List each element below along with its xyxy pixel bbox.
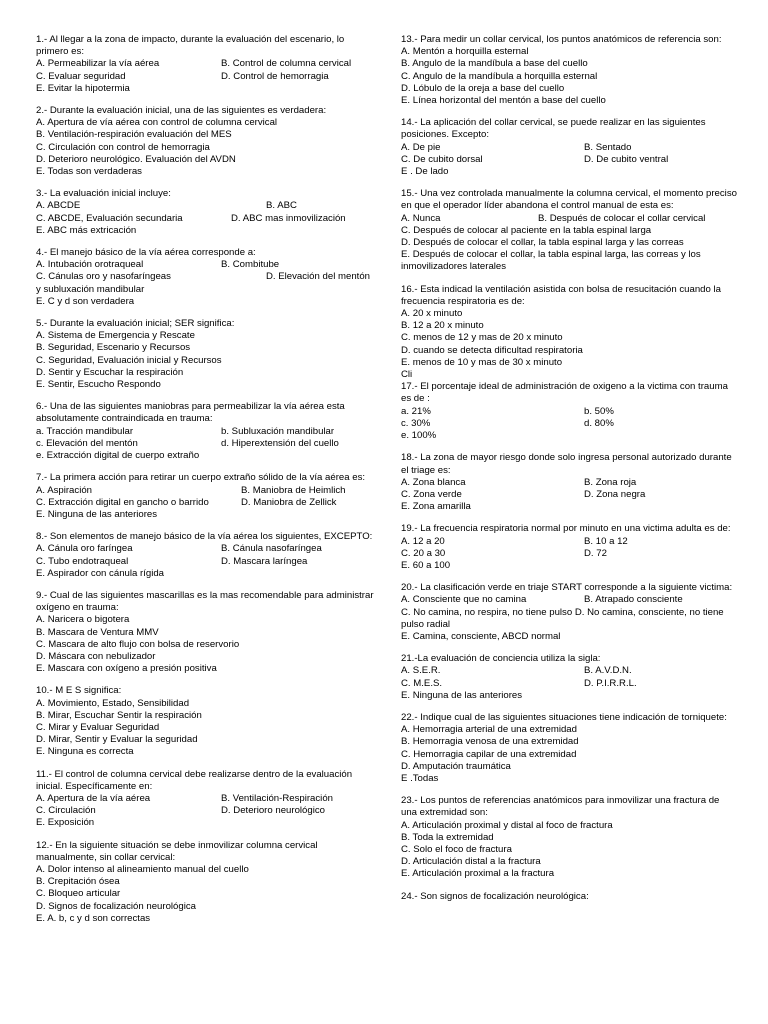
option-c: C. Angulo de la mandíbula a horquilla esternal [401,70,598,82]
option-c: C. Después de colocar al paciente en la tabla espinal larga [401,224,652,236]
question-11 [36,769,374,830]
option-e: E. Mascara con oxígeno a presión positiva [36,663,217,675]
option-a: A. Articulación proximal y distal al foco de fractura [401,819,613,831]
question-10 [36,685,374,758]
option-e: E. Ninguna de las anteriores [36,508,158,520]
question-13 [401,34,737,107]
question-12 [36,840,374,925]
stray-text: Cli [401,369,413,381]
option-a: A. Apertura de vía aérea con control de columna cervical [36,117,278,129]
option-d: D. Deterioro neurológico. Evaluación del AVDN [36,153,236,165]
question-16 [401,284,737,382]
question-9 [36,590,374,675]
option-d: D. Deterioro neurológico [221,805,325,817]
option-e: E. Articulación proximal a la fractura [401,868,555,880]
option-d: D. ABC mas inmovilización [231,212,346,224]
question-stem: 6.- Una de las siguientes maniobras para permeabilizar la vía aérea esta absolutamente contraindicada en trauma: [36,401,345,425]
option-b: B. Después de colocar el collar cervical [538,212,706,224]
question-7 [36,472,374,521]
option-e: E. C y d son verdadera [36,295,135,307]
option-b: b. 50% [584,405,614,417]
question-18 [401,452,737,513]
question-stem: 10.- M E S significa: [36,685,122,697]
question-stem: 3.- La evaluación inicial incluye: [36,188,171,200]
question-stem: 1.- Al llegar a la zona de impacto, durante la evaluación del escenario, lo primero es: [36,34,345,58]
question-5 [36,318,374,391]
question-stem: 15.- Una vez controlada manualmente la columna cervical, el momento preciso en que el operador líder abandona el control manual de esta es: [401,188,737,212]
option-a: A. ABCDE [36,200,81,212]
question-stem: 5.- Durante la evaluación inicial; SER significa: [36,318,235,330]
option-c: C. Extracción digital en gancho o barrido [36,496,209,508]
option-c: C. ABCDE, Evaluación secundaria [36,212,183,224]
option-e: E. Camina, consciente, ABCD normal [401,630,561,642]
question-stem: 17.- El porcentaje ideal de administración de oxigeno a la victima con trauma es de : [401,381,728,405]
option-a: A. Dolor intenso al alineamiento manual del cuello [36,863,249,875]
option-d: D. Maniobra de Zellick [241,496,337,508]
option-d: D. Signos de focalización neurológica [36,900,196,912]
option-e: E. Ninguna de las anteriores [401,689,523,701]
option-c: C. Bloqueo articular [36,888,121,900]
option-a: a. Tracción mandibular [36,425,134,437]
option-b: B. Sentado [584,141,632,153]
question-stem: 8.- Son elementos de manejo básico de la vía aérea los siguientes, EXCEPTO: [36,531,373,543]
question-stem: 23.- Los puntos de referencias anatómicos para inmovilizar una fractura de una extremidad son: [401,795,720,819]
option-d: D. De cubito ventral [584,153,669,165]
question-stem: 12.- En la siguiente situación se debe inmovilizar columna cervical manualmente, sin collar cervical: [36,839,318,863]
option-b: B. Combitube [221,259,280,271]
question-stem: 19.- La frecuencia respiratoria normal por minuto en una victima adulta es de: [401,523,731,535]
option-d: D. Después de colocar el collar, la tabla espinal larga y las correas [401,237,684,249]
option-e: e. 100% [401,430,437,442]
question-8 [36,531,374,580]
option-d: D. Amputación traumática [401,760,511,772]
left-column [36,34,374,935]
option-d: D. Articulación distal a la fractura [401,856,541,868]
option-d: D. cuando se detecta dificultad respiratoria [401,344,583,356]
question-stem: 7.- La primera acción para retirar un cuerpo extraño sólido de la vía aérea es: [36,472,366,484]
question-20 [401,582,737,643]
option-b: B. Toda la extremidad [401,831,494,843]
option-d: D. Elevación del mentón y subluxación mandibular [36,271,370,295]
option-c: C. Circulación [36,805,96,817]
question-3 [36,188,374,237]
question-19 [401,523,737,572]
question-1 [36,34,374,95]
option-b: B. Ventilación-Respiración [221,792,333,804]
question-stem: 4.- El manejo básico de la vía aérea corresponde a: [36,247,256,259]
option-d: D. Lóbulo de la oreja a base del cuello [401,82,565,94]
option-b: B. ABC [266,200,297,212]
option-a: A. Zona blanca [401,476,466,488]
question-4 [36,247,374,308]
option-b: B. Ventilación-respiración evaluación del MES [36,129,232,141]
question-stem: 14.- La aplicación del collar cervical, se puede realizar en las siguientes posiciones. Excepto: [401,117,706,141]
option-a: A. Mentón a horquilla esternal [401,46,529,58]
option-e: E. Zona amarilla [401,501,471,513]
option-b: B. Mascara de Ventura MMV [36,626,159,638]
option-c: C. Cánulas oro y nasofaríngeas [36,271,171,283]
option-c: C. Circulación con control de hemorragia [36,141,210,153]
option-d: D. 72 [584,547,607,559]
option-d: D. Mirar, Sentir y Evaluar la seguridad [36,734,198,746]
question-stem: 9.- Cual de las siguientes mascarillas es la mas recomendable para administrar oxígeno en trauma: [36,589,374,614]
question-14 [401,117,737,178]
question-21 [401,653,737,702]
option-e: E. Evitar la hipotermia [36,82,130,94]
option-c: C. menos de 12 y mas de 20 x minuto [401,332,563,344]
option-c: C. Evaluar seguridad [36,70,126,82]
question-22 [401,712,737,785]
option-e: E. Todas son verdaderas [36,166,142,178]
question-stem: 20.- La clasificación verde en triaje START corresponde a la siguiente victima: [401,582,733,594]
option-a: A. Naricera o bigotera [36,614,130,626]
option-e: E. menos de 10 y mas de 30 x minuto [401,356,563,368]
option-b: B. Zona roja [584,476,637,488]
option-d: D. Mascara laríngea [221,555,308,567]
option-e: E. Ninguna es correcta [36,746,134,758]
option-b: B. Hemorragia venosa de una extremidad [401,736,579,748]
option-b: B. Angulo de la mandíbula a base del cuello [401,58,588,70]
option-a: A. Movimiento, Estado, Sensibilidad [36,697,190,709]
option-d: D. P.I.R.R.L. [584,677,637,689]
option-d: D. Sentir y Escuchar la respiración [36,366,184,378]
option-e: E. Sentir, Escucho Respondo [36,379,161,391]
option-b: B. Atrapado consciente [584,594,683,606]
question-stem: 16.- Esta indicad la ventilación asistida con bolsa de resucitación cuando la frecuencia respiratoria es de: [401,283,721,307]
option-e: E. A. b, c y d son correctas [36,912,151,924]
option-e: E. Línea horizontal del mentón a base del cuello [401,95,606,107]
option-c: C. Mirar y Evaluar Seguridad [36,721,160,733]
option-c: C. Seguridad, Evaluación inicial y Recursos [36,354,222,366]
option-c: C. Zona verde [401,488,462,500]
option-a: A. Aspiración [36,484,92,496]
option-d: d. Hiperextensión del cuello [221,437,339,449]
option-c: c. 30% [401,417,431,429]
option-b: B. Control de columna cervical [221,58,352,70]
option-a: a. 21% [401,405,431,417]
option-c: c. Elevación del mentón [36,437,138,449]
option-c: C. M.E.S. [401,677,443,689]
option-e: E. 60 a 100 [401,559,451,571]
option-a: A. De pie [401,141,441,153]
option-c-d: C. No camina, no respira, no tiene pulso D. No camina, consciente, no tiene pulso radial [401,606,724,630]
question-stem: 18.- La zona de mayor riesgo donde solo ingresa personal autorizado durante el triage es: [401,452,732,476]
option-c: C. 20 a 30 [401,547,446,559]
option-a: A. Intubación orotraqueal [36,259,144,271]
question-17 [401,381,737,442]
option-b: B. 12 a 20 x minuto [401,320,484,332]
option-d: D. Control de hemorragia [221,70,329,82]
option-a: A. Sistema de Emergencia y Rescate [36,330,195,342]
option-e: E. Después de colocar el collar, la tabla espinal larga, las correas y los inmovilizadores laterales [401,249,701,273]
option-e: E. Exposición [36,817,95,829]
option-e: E .Todas [401,772,439,784]
option-e: e. Extracción digital de cuerpo extraño [36,450,200,462]
option-a: A. Consciente que no camina [401,594,527,606]
option-a: A. Cánula oro faríngea [36,543,133,555]
option-c: C. Tubo endotraqueal [36,555,129,567]
question-stem: 21.-La evaluación de conciencia utiliza la sigla: [401,653,601,665]
option-b: b. Subluxación mandibular [221,425,335,437]
question-6 [36,401,374,462]
option-b: B. Maniobra de Heimlich [241,484,346,496]
option-b: B. A.V.D.N. [584,665,632,677]
option-d: d. 80% [584,417,614,429]
option-c: C. De cubito dorsal [401,153,483,165]
question-stem: 2.- Durante la evaluación inicial, una de las siguientes es verdadera: [36,105,327,117]
option-a: A. Permeabilizar la vía aérea [36,58,160,70]
option-b: B. Crepitación ósea [36,876,120,888]
option-c: C. Mascara de alto flujo con bolsa de reservorio [36,638,240,650]
option-e: E. ABC más extricación [36,224,137,236]
question-stem: 24.- Son signos de focalización neurológica: [401,890,589,902]
option-e: E . De lado [401,166,449,178]
question-stem: 13.- Para medir un collar cervical, los puntos anatómicos de referencia son: [401,34,722,45]
question-15 [401,188,737,273]
option-b: B. Mirar, Escuchar Sentir la respiración [36,709,202,721]
question-stem: 11.- El control de columna cervical debe realizarse dentro de la evaluación inicial. Específicamente en: [36,768,353,792]
option-c: C. Hemorragia capilar de una extremidad [401,748,577,760]
option-e: E. Aspirador con cánula rígida [36,567,164,579]
question-stem: 22.- Indique cual de las siguientes situaciones tiene indicación de torniquete: [401,711,727,723]
option-a: A. 20 x minuto [401,308,463,320]
option-d: D. Máscara con nebulizador [36,650,156,662]
option-c-d [36,271,374,295]
option-a: A. Hemorragia arterial de una extremidad [401,724,577,736]
option-b: B. Cánula nasofaríngea [221,543,322,555]
option-b: B. 10 a 12 [584,535,628,547]
question-24 [401,891,737,903]
question-23 [401,795,737,880]
option-a: A. 12 a 20 [401,535,445,547]
option-b: B. Seguridad, Escenario y Recursos [36,342,191,354]
option-c: C. Solo el foco de fractura [401,843,512,855]
right-column [401,34,737,913]
question-2 [36,105,374,178]
option-a: A. Apertura de la vía aérea [36,792,151,804]
option-d: D. Zona negra [584,488,646,500]
option-a: A. S.E.R. [401,665,441,677]
option-a: A. Nunca [401,212,441,224]
